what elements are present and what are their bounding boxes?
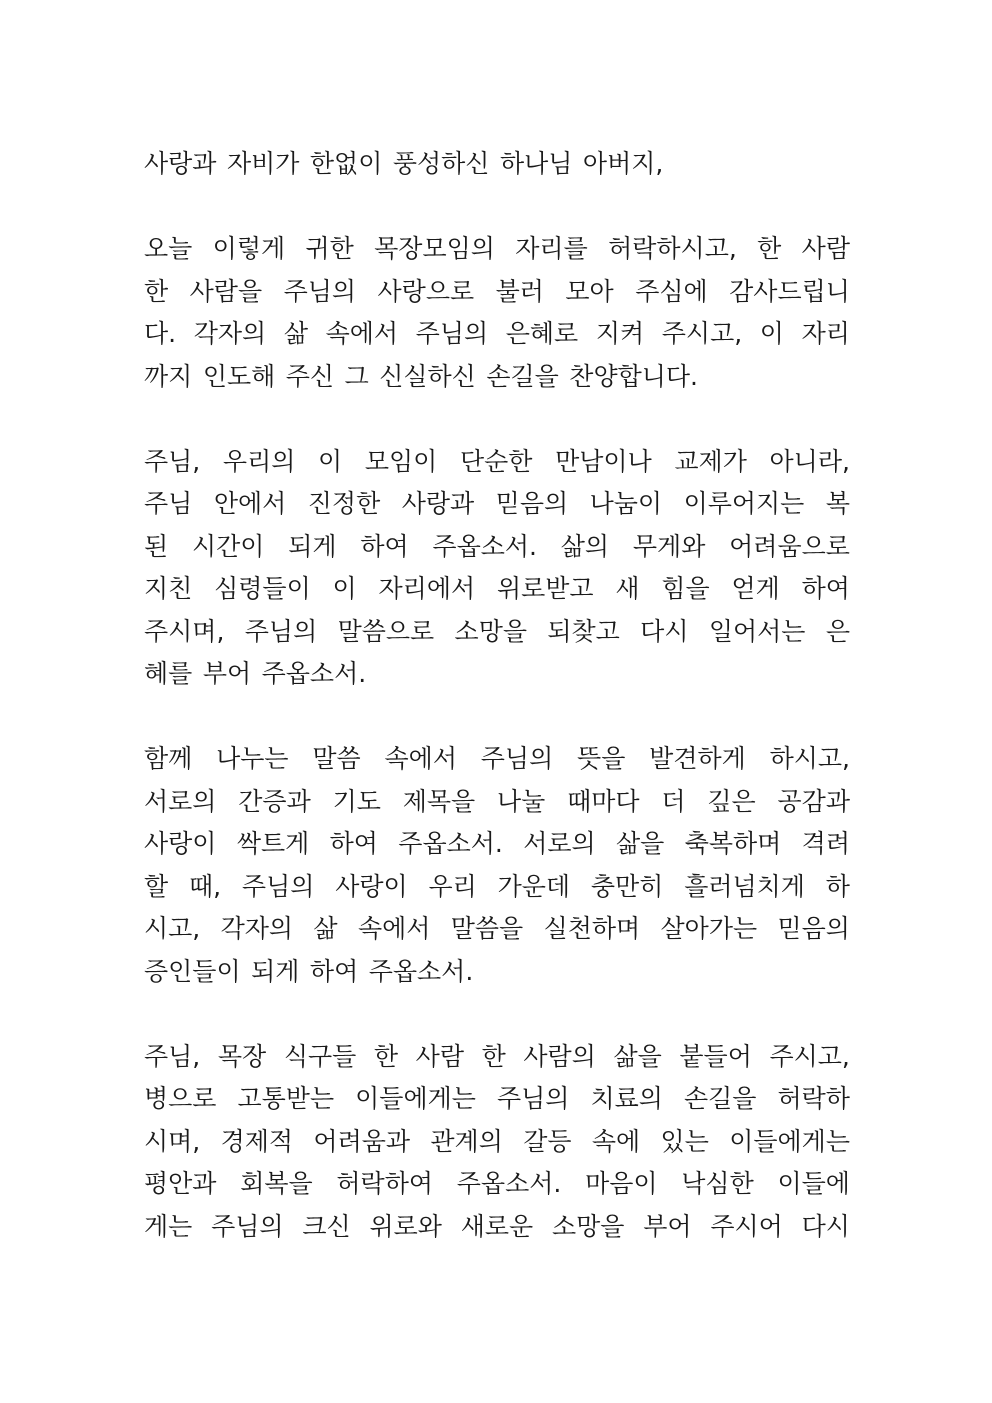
word: 자비가 [226, 149, 300, 178]
text-line [144, 738, 850, 781]
word: 고통받는 [237, 1084, 335, 1113]
word: 나누는 [216, 744, 289, 773]
word: 주시고, [661, 319, 743, 348]
word: 새로운 [460, 1211, 534, 1241]
word: 때마다 [567, 786, 640, 816]
word: 주님, [144, 446, 201, 476]
word: 관계의 [430, 1126, 503, 1156]
word: 삶 [283, 319, 308, 348]
word: 축복하며 [684, 829, 782, 858]
text-line [144, 1206, 850, 1249]
word: 간증과 [238, 786, 311, 816]
word: 손길을 [486, 361, 559, 391]
word: 지켜 [595, 319, 645, 348]
word: 안에서 [213, 489, 287, 518]
word: 한 [373, 1041, 399, 1071]
word: 이 [318, 446, 343, 476]
word: 까지 [144, 361, 193, 391]
word: 이들에게는 [355, 1084, 476, 1113]
word: 함께 [144, 744, 193, 773]
word: 모아 [565, 276, 614, 306]
word: 제목을 [402, 786, 476, 816]
word: 혜를 [144, 659, 193, 688]
word: 시며, [144, 1126, 201, 1156]
word: 병으로 [144, 1084, 217, 1113]
word: 할 [144, 871, 169, 901]
text-line [144, 823, 850, 866]
word: 목장 [217, 1041, 267, 1071]
word: 증인들이 [144, 956, 241, 986]
word: 주님, [144, 1041, 201, 1071]
word: 주님의 [283, 276, 357, 306]
word: 실천하며 [543, 914, 641, 943]
word: 속에 [591, 1126, 641, 1156]
word: 위로와 [369, 1211, 442, 1241]
word: 속에서 [384, 744, 457, 773]
text-line [144, 271, 850, 314]
word: 단순한 [460, 446, 533, 476]
paragraph [144, 1036, 850, 1249]
word: 인도해 [202, 361, 276, 391]
word: 이루어지는 [683, 489, 805, 518]
word: 자리 [801, 319, 850, 348]
word: 때, [188, 871, 222, 901]
word: 갈등 [523, 1126, 572, 1156]
text-line [144, 611, 850, 654]
word: 지친 [144, 574, 193, 603]
text-line [144, 866, 850, 909]
word: 심령들이 [214, 574, 311, 603]
word: 시간이 [191, 531, 265, 561]
word: 시고, [144, 914, 201, 943]
word: 주님의 [480, 744, 554, 773]
word: 말씀을 [450, 914, 524, 943]
word: 사랑으로 [377, 276, 475, 306]
word: 주님 [144, 489, 193, 518]
word: 다. [144, 319, 177, 348]
word: 나눔이 [589, 489, 663, 518]
word: 주옵소서. [398, 829, 503, 858]
word: 각자의 [220, 914, 294, 943]
word: 이렇게 [212, 234, 286, 263]
word: 한 [481, 1041, 506, 1071]
word: 회복을 [240, 1169, 313, 1198]
word: 새 [615, 574, 640, 603]
word: 충만히 [590, 871, 664, 901]
word: 사랑과 [144, 149, 217, 178]
word: 낙심한 [681, 1169, 754, 1198]
word: 붙들어 [679, 1041, 752, 1071]
word: 얻게 [731, 574, 780, 603]
word: 마음이 [585, 1169, 658, 1198]
word: 무게와 [632, 531, 706, 561]
word: 아버지, [582, 149, 664, 178]
word: 믿음의 [495, 489, 569, 518]
paragraph [144, 228, 850, 398]
word: 하여 [801, 574, 850, 603]
word: 복 [825, 489, 850, 518]
word: 위로받고 [496, 574, 594, 603]
word: 어려움과 [313, 1126, 411, 1156]
text-line [144, 1036, 850, 1079]
word: 식구들 [283, 1041, 357, 1071]
word: 주옵소서. [432, 531, 537, 561]
word: 이 [759, 319, 784, 348]
word: 하여 [309, 956, 359, 986]
word: 주시며, [144, 616, 225, 646]
word: 사람 [801, 234, 850, 263]
word: 삶 [313, 914, 338, 943]
word: 이들에게는 [729, 1126, 850, 1156]
text-line [144, 653, 850, 696]
word: 힘을 [661, 574, 710, 603]
word: 풍성하신 [392, 149, 490, 178]
word: 믿음의 [777, 914, 850, 943]
word: 주심에 [635, 276, 708, 306]
word: 속에서 [357, 914, 431, 943]
word: 주시고, [769, 1041, 850, 1071]
word: 주님의 [496, 1084, 570, 1113]
word: 말씀 [312, 744, 361, 773]
paragraph [144, 143, 850, 186]
word: 사랑과 [401, 489, 475, 518]
word: 사랑이 [335, 871, 408, 901]
text-line [144, 568, 850, 611]
word: 서로의 [523, 829, 596, 858]
word: 진정한 [307, 489, 381, 518]
word: 삶을 [613, 1041, 662, 1071]
word: 한없이 [309, 149, 383, 178]
word: 삶을 [616, 829, 665, 858]
text-line [144, 483, 850, 526]
word: 허락하 [777, 1084, 850, 1113]
word: 기도 [332, 786, 381, 816]
word: 감사드립니 [729, 276, 850, 306]
word: 싹트게 [236, 829, 310, 858]
text-line [144, 1078, 850, 1121]
word: 주님의 [244, 616, 318, 646]
word: 더 [661, 786, 686, 816]
word: 크신 [302, 1211, 351, 1241]
word: 살아가는 [660, 914, 758, 943]
word: 하여 [329, 829, 378, 858]
word: 평안과 [144, 1169, 217, 1198]
text-line [144, 143, 850, 186]
word: 다시 [640, 616, 689, 646]
word: 속에서 [325, 319, 399, 348]
text-line [144, 951, 850, 994]
word: 주옵소서. [261, 659, 367, 688]
word: 사랑이 [144, 829, 217, 858]
word: 은 [825, 616, 850, 646]
word: 각자의 [193, 319, 267, 348]
text-line [144, 908, 850, 951]
word: 사람 [415, 1041, 464, 1071]
word: 허락하여 [336, 1169, 434, 1198]
word: 주님의 [211, 1211, 284, 1241]
word: 소망을 [551, 1211, 625, 1241]
word: 하시고, [769, 744, 850, 773]
document-page [144, 143, 850, 1291]
word: 모임이 [364, 446, 438, 476]
word: 한 [757, 234, 782, 263]
text-line [144, 441, 850, 484]
word: 있는 [660, 1126, 709, 1156]
word: 사람의 [523, 1041, 596, 1071]
word: 다시 [801, 1211, 850, 1241]
text-line [144, 313, 850, 356]
word: 찬양합니다. [569, 361, 698, 391]
word: 하 [825, 871, 850, 901]
word: 자리를 [515, 234, 588, 263]
word: 주옵소서. [456, 1169, 562, 1198]
word: 이들에 [777, 1169, 850, 1198]
text-line [144, 1163, 850, 1206]
word: 부어 [202, 659, 252, 688]
word: 주신 [285, 361, 335, 391]
word: 가운데 [497, 871, 571, 901]
word: 발견하게 [649, 744, 746, 773]
word: 아니라, [769, 446, 850, 476]
word: 말씀으로 [337, 616, 435, 646]
paragraph [144, 441, 850, 696]
word: 목장모임의 [374, 234, 495, 263]
text-line [144, 356, 850, 399]
word: 삶의 [560, 531, 610, 561]
word: 어려움으로 [729, 531, 850, 561]
word: 허락하시고, [608, 234, 737, 263]
text-line [144, 781, 850, 824]
text-line [144, 1121, 850, 1164]
word: 우리의 [222, 446, 296, 476]
word: 만남이나 [555, 446, 652, 476]
word: 부어 [643, 1211, 692, 1241]
word: 은혜로 [505, 319, 579, 348]
text-line [144, 228, 850, 271]
word: 오늘 [144, 234, 193, 263]
word: 흘러넘치게 [684, 871, 805, 901]
word: 되게 [251, 956, 300, 986]
word: 하나님 [499, 149, 573, 178]
word: 우리 [428, 871, 477, 901]
word: 이 [332, 574, 357, 603]
word: 격려 [801, 829, 850, 858]
word: 귀한 [305, 234, 354, 263]
word: 공감과 [777, 786, 850, 816]
word: 사람을 [189, 276, 263, 306]
word: 치료의 [590, 1084, 663, 1113]
word: 서로의 [144, 786, 217, 816]
word: 교제가 [674, 446, 747, 476]
word: 나눌 [496, 786, 546, 816]
word: 하여 [360, 531, 409, 561]
word: 되게 [288, 531, 337, 561]
word: 일어서는 [708, 616, 806, 646]
word: 그 [344, 361, 369, 391]
word: 된 [144, 531, 169, 561]
word: 소망을 [454, 616, 527, 646]
word: 되찾고 [547, 616, 620, 646]
text-line [144, 526, 850, 569]
word: 불러 [495, 276, 544, 306]
word: 경제적 [220, 1126, 294, 1156]
word: 신실하신 [379, 361, 476, 391]
word: 주시어 [710, 1211, 783, 1241]
word: 뜻을 [577, 744, 626, 773]
word: 게는 [144, 1211, 193, 1241]
word: 한 [144, 276, 169, 306]
word: 주옵소서. [368, 956, 474, 986]
word: 자리에서 [378, 574, 476, 603]
word: 깊은 [707, 786, 756, 816]
word: 주님의 [415, 319, 489, 348]
paragraph [144, 738, 850, 993]
word: 주님의 [241, 871, 315, 901]
word: 손길을 [683, 1084, 757, 1113]
